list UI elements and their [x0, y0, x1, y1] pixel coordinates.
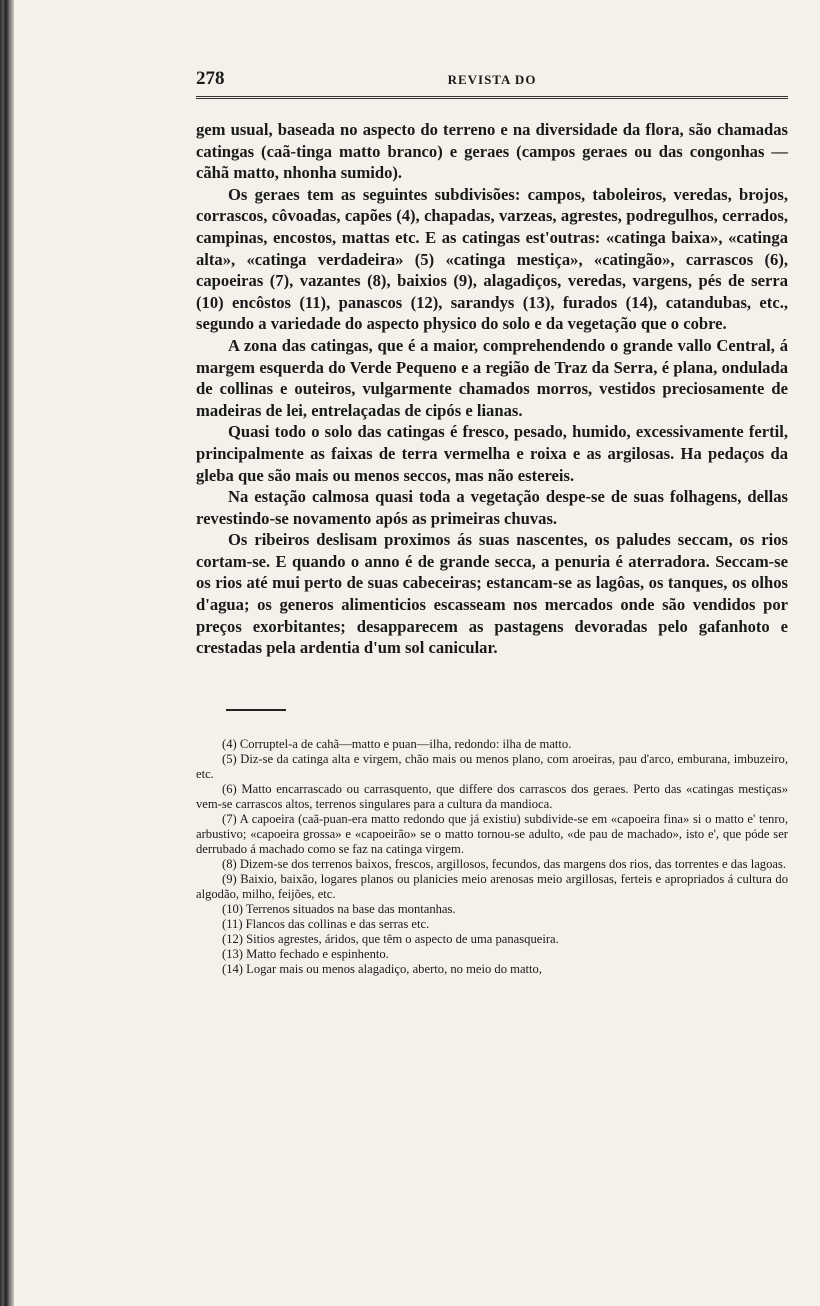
running-head: REVISTA DO: [447, 72, 537, 87]
footnotes: [196, 737, 788, 977]
body-text: [196, 119, 788, 659]
footnote: (9) Baixio, baixão, logares planos ou planicies meio arenosas meio argillosas, ferteis e apropriados á cultura do algodão, milho, feijões, etc.: [196, 871, 788, 901]
body-paragraph: Na estação calmosa quasi toda a vegetação despe-se de suas folhagens, dellas revestindo-se novamento após as primeiras chuvas.: [196, 487, 788, 528]
book-page: [196, 64, 788, 977]
page-number: 278: [196, 68, 225, 89]
header-rule: [196, 96, 788, 99]
page-header: [196, 64, 788, 90]
book-binding-edge: [0, 0, 14, 1306]
body-paragraph: gem usual, baseada no aspecto do terreno e na diversidade da flora, são chamadas catingas (caã-tinga matto branco) e geraes (campos geraes ou das congonhas — cãhã matto, nhonha sumido).: [196, 120, 788, 183]
footnote: (6) Matto encarrascado ou carrasquento, que differe dos carrascos dos geraes. Perto das «catingas mestiças» vem-se carrascos altos, terrenos singulares para a cultura da mandioca.: [196, 781, 788, 811]
footnotes-separator: [226, 709, 286, 711]
footnote: (14) Logar mais ou menos alagadiço, aberto, no meio do matto,: [222, 961, 543, 976]
body-paragraph: Os ribeiros deslisam proximos ás suas nascentes, os paludes seccam, os rios cortam-se. E quando o anno é de grande secca, a penuria é aterradora. Seccam-se os rios até mui perto de suas cabeceiras; estancam-se as lagôas, os tanques, os olhos d'agua; os generos alimenticios escasseam nos mercados onde são vendidos por preços exorbitantes; desapparecem as pastagens devoradas pelo gafanhoto e crestadas pela ardentia d'um sol canicular.: [196, 530, 788, 658]
footnote: (5) Diz-se da catinga alta e virgem, chão mais ou menos plano, com aroeiras, pau d'arco, emburana, imbuzeiro, etc.: [196, 751, 788, 781]
footnote: (8) Dizem-se dos terrenos baixos, frescos, argillosos, fecundos, das margens dos rios, das torrentes e das lagoas.: [222, 856, 787, 871]
footnote: (13) Matto fechado e espinhento.: [222, 946, 389, 961]
footnote: (7) A capoeira (caã-puan-era matto redondo que já existiu) subdivide-se em «capoeira fina» si o matto e' tenro, arbustivo; «capoeira grossa» e «capoeirão» se o matto tornou-se adulto, «de pau de machado», isto e', que póde ser derrubado á machado como se faz na catinga virgem.: [196, 811, 788, 856]
body-paragraph: Os geraes tem as seguintes subdivisões: campos, taboleiros, veredas, brojos, corrascos, côvoadas, capões (4), chapadas, varzeas, agrestes, podregulhos, cerrados, campinas, encostos, mattas etc. E as catingas est'outras: «catinga baixa», «catinga alta», «catinga verdadeira» (5) «catinga mestiça», «catingão», carrascos (6), capoeiras (7), vazantes (8), baixios (9), alagadiços, veredas, vargens, pés de serra (10) encôstos (11), panascos (12), sarandys (13), furados (14), catandubas, etc., segundo a variedade do aspecto physico do solo e da vegetação que o cobre.: [196, 184, 788, 334]
footnote: (11) Flancos das collinas e das serras etc.: [222, 916, 430, 931]
footnote: (10) Terrenos situados na base das montanhas.: [222, 901, 456, 916]
footnote: (4) Corruptel-a de cahã—matto e puan—ilha, redondo: ilha de matto.: [222, 736, 572, 751]
body-paragraph: Quasi todo o solo das catingas é fresco, pesado, humido, excessivamente fertil, principalmente as faixas de terra vermelha e roixa e as argilosas. Ha pedaços da gleba que são mais ou menos seccos, mas não estereis.: [196, 422, 788, 485]
body-paragraph: A zona das catingas, que é a maior, comprehendendo o grande vallo Central, á margem esquerda do Verde Pequeno e a região de Traz da Serra, é plana, ondulada de collinas e outeiros, vulgarmente chamados morros, vestidos preciosamente de madeiras de lei, entrelaçadas de cipós e lianas.: [196, 335, 788, 420]
footnote: (12) Sitios agrestes, áridos, que têm o aspecto de uma panasqueira.: [222, 931, 559, 946]
